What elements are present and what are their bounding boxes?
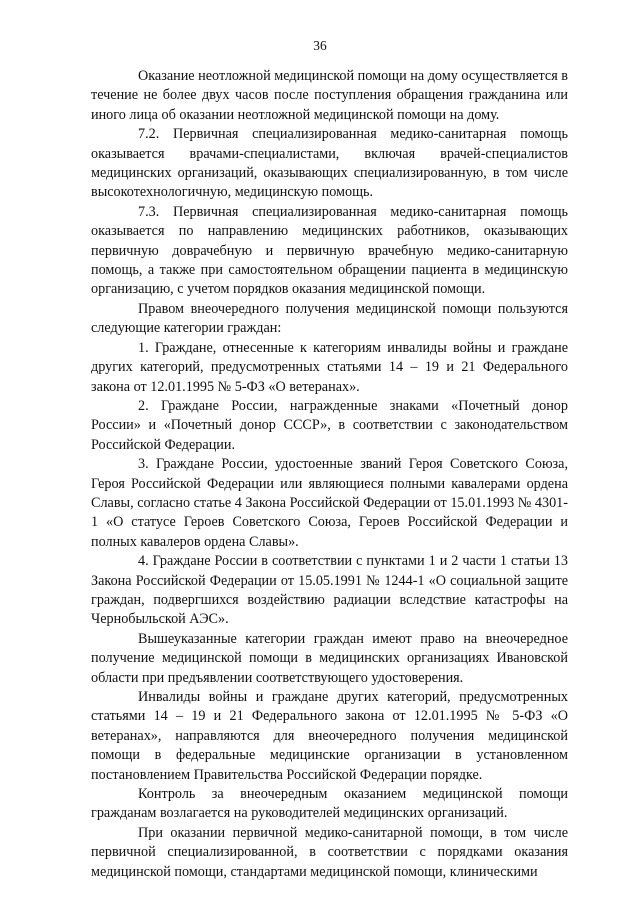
paragraph-7-3: 7.3. Первичная специализированная медико-санитарная помощь оказывается по направлению медицинских работников, оказывающих первичную доврачебную и первичную врачебную медико-санитарную помощь, а также при самостоятельном обращении пациента в медицинскую организацию, с учетом порядков оказания медицинской помощи. [91, 203, 568, 298]
paragraph-control: Контроль за внеочередным оказанием медицинской помощи гражданам возлагается на руководителей медицинских организаций. [91, 786, 568, 822]
paragraph-category-4: 4. Граждане России в соответствии с пунктами 1 и 2 части 1 статьи 13 Закона Российской Федерации от 15.05.1991 № 1244-1 «О социальной защите граждан, подвергшихся воздействию радиации вследствие катастрофы на Чернобыльской АЭС». [91, 553, 568, 628]
paragraph-primary-care: При оказании первичной медико-санитарной помощи, в том числе первичной специализированной, в соответствии с порядками оказания медицинской помощи, стандартами медицинской помощи, клиническими [91, 824, 568, 880]
paragraph-category-1: 1. Граждане, отнесенные к категориям инвалиды войны и граждане других категорий, предусмотренных статьями 14 – 19 и 21 Федерального закона от 12.01.1995 № 5-ФЗ «О ветеранах». [91, 339, 568, 395]
paragraph-home-urgent-care: Оказание неотложной медицинской помощи на дому осуществляется в течение не более двух часов после поступления обращения гражданина или иного лица об оказании неотложной медицинской помощи на дому. [91, 68, 568, 123]
document-body [91, 67, 568, 882]
paragraph-priority-right: Правом внеочередного получения медицинской помощи пользуются следующие категории граждан: [91, 300, 568, 337]
page-number: 36 [313, 38, 327, 53]
paragraph-7-2: 7.2. Первичная специализированная медико-санитарная помощь оказывается врачами-специалистами, включая врачей-специалистов медицинских организаций, оказывающих специализированную, в том числе высокотехнологичную, медицинскую помощь. [91, 126, 568, 201]
paragraph-category-3: 3. Граждане России, удостоенные званий Героя Советского Союза, Героя Российской Федерации или являющиеся полными кавалерами ордена Славы, согласно статье 4 Закона Российской Федерации от 15.01.1993 № 4301-1 «О статусе Героев Советского Союза, Героев Российской Федерации и полных кавалеров ордена Славы». [91, 456, 568, 550]
paragraph-category-2: 2. Граждане России, награжденные знаками «Почетный донор России» и «Почетный донор СССР», в соответствии с законодательством Российской Федерации. [91, 397, 568, 453]
paragraph-federal-referral: Инвалиды войны и граждане других категорий, предусмотренных статьями 14 – 19 и 21 Федерального закона от 12.01.1995 № 5-ФЗ «О ветеранах», направляются для внеочередного получения медицинской помощи в федеральные медицинские организации в установленном постановлением Правительства Российской Федерации порядке. [91, 689, 568, 783]
paragraph-categories-right: Вышеуказанные категории граждан имеют право на внеочередное получение медицинской помощи в медицинских организациях Ивановской области при предъявлении соответствующего удостоверения. [91, 630, 568, 686]
